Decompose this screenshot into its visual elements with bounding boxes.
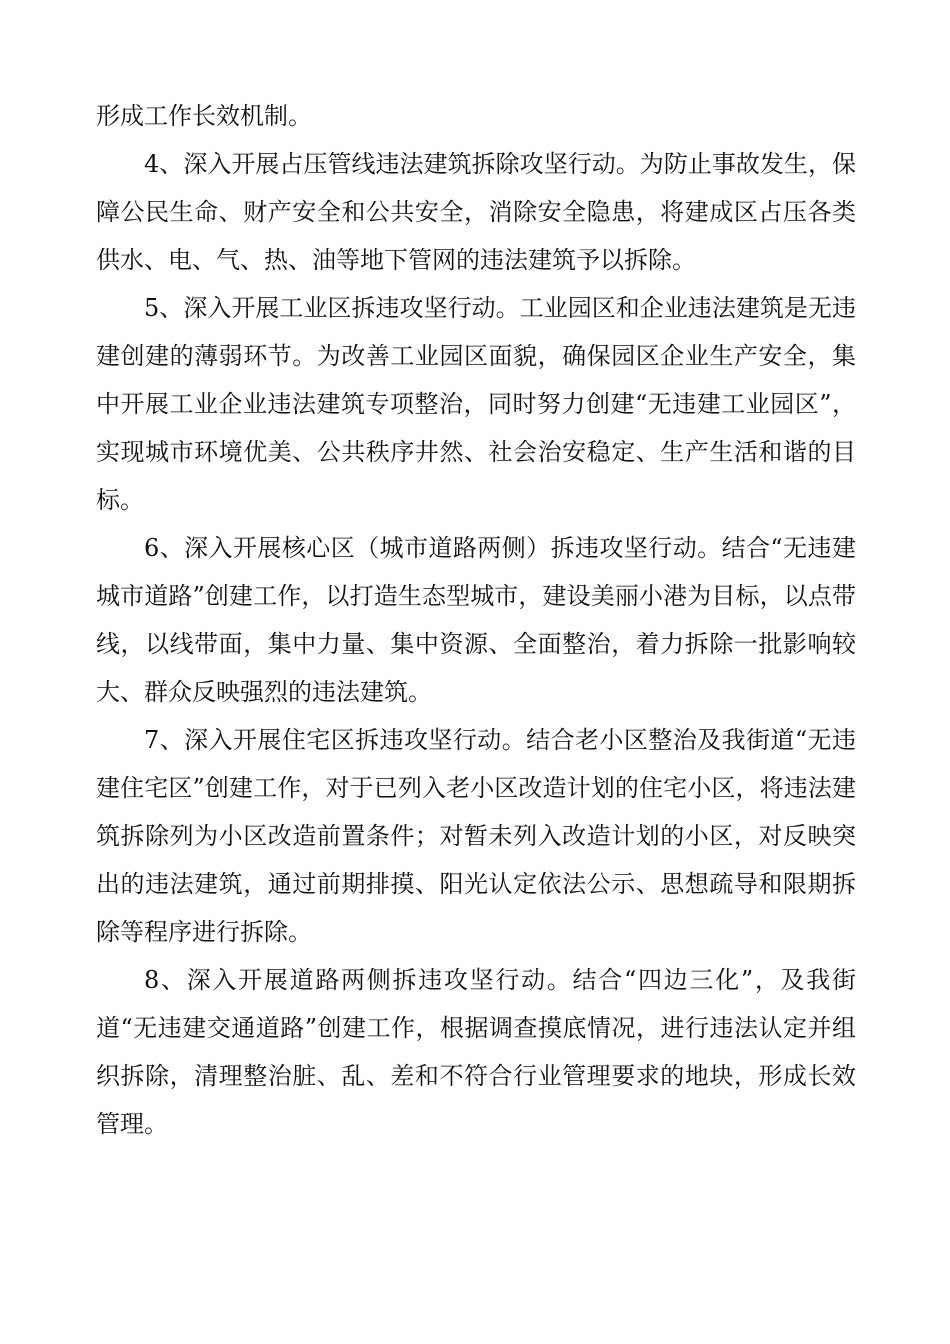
paragraph-item-6: 6、深入开展核心区（城市道路两侧）拆违攻坚行动。结合“无违建城市道路”创建工作，以打造生态型城市，建设美丽小港为目标，以点带线，以线带面，集中力量、集中资源、全面整治，着力拆除一批影响较大、群众反映强烈的违法建筑。 bbox=[96, 534, 856, 706]
paragraph-item-7: 7、深入开展住宅区拆违攻坚行动。结合老小区整治及我街道“无违建住宅区”创建工作，对于已列入老小区改造计划的住宅小区，将违法建筑拆除列为小区改造前置条件；对暂未列入改造计划的小区，对反映突出的违法建筑，通过前期排摸、阳光认定依法公示、思想疏导和限期拆除等程序进行拆除。 bbox=[96, 726, 856, 946]
document-body bbox=[96, 92, 856, 1148]
paragraph-item-8: 8、深入开展道路两侧拆违攻坚行动。结合“四边三化”，及我街道“无违建交通道路”创建工作，根据调查摸底情况，进行违法认定并组织拆除，清理整治脏、乱、差和不符合行业管理要求的地块，形成长效管理。 bbox=[96, 966, 856, 1138]
paragraph-item-4: 4、深入开展占压管线违法建筑拆除攻坚行动。为防止事故发生，保障公民生命、财产安全和公共安全，消除安全隐患，将建成区占压各类供水、电、气、热、油等地下管网的违法建筑予以拆除。 bbox=[96, 150, 856, 274]
paragraph-item-5: 5、深入开展工业区拆违攻坚行动。工业园区和企业违法建筑是无违建创建的薄弱环节。为改善工业园区面貌，确保园区企业生产安全，集中开展工业企业违法建筑专项整治，同时努力创建“无违建工业园区”，实现城市环境优美、公共秩序井然、社会治安稳定、生产生活和谐的目标。 bbox=[96, 294, 856, 514]
paragraph-continuation: 形成工作长效机制。 bbox=[96, 102, 312, 130]
